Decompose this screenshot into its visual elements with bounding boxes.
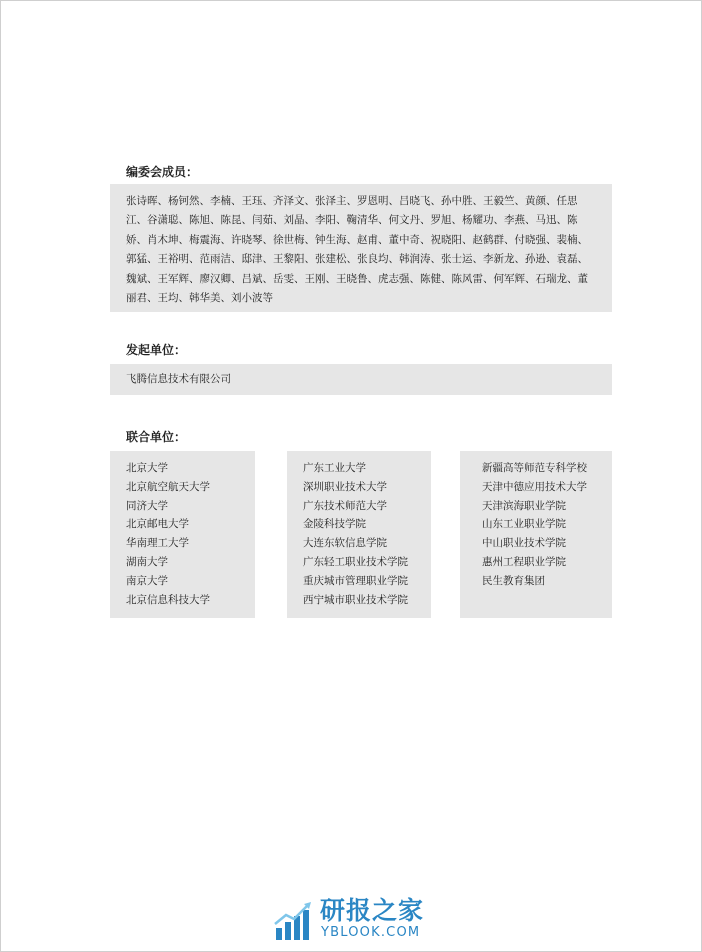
- watermark-name-en: YBLOOK.COM: [321, 925, 421, 940]
- partner-item: 湖南大学: [126, 555, 168, 568]
- watermark-logo: [274, 896, 434, 944]
- bar-chart-growth-icon: [274, 902, 314, 940]
- partner-item: 北京航空航天大学: [126, 480, 210, 493]
- partner-item: 重庆城市管理职业学院: [303, 574, 408, 587]
- partner-item: 天津滨海职业学院: [482, 499, 566, 512]
- partner-item: 西宁城市职业技术学院: [303, 593, 408, 606]
- partner-item: 山东工业职业学院: [482, 518, 566, 531]
- initiator-box: [110, 364, 612, 395]
- members-list: 张诗晖、杨钶然、李楠、王珏、齐泽文、张泽主、罗恩明、吕晓飞、孙中胜、王毅竺、黄颜、任思江、谷潇聪、陈旭、陈昆、闫茹、刘晶、李阳、鞠清华、何文丹、罗旭、杨耀功、李燕、马迅、陈娇、肖木坤、梅震海、许晓琴、徐世梅、钟生海、赵甫、董中奇、祝晓阳、赵鹤群、付晓强、裴楠、郭猛、王裕明、范雨洁、邸津、王黎阳、张建松、张良均、韩润涛、张士运、李新龙、孙逊、袁磊、魏斌、王军辉、廖汉卿、吕斌、岳雯、王刚、王晓鲁、虎志强、陈健、陈风雷、何军辉、石瑞龙、董丽君、王均、韩华美、刘小波等: [126, 195, 588, 305]
- partner-item: 华南理工大学: [126, 537, 189, 550]
- partner-item: 新疆高等师范专科学校: [482, 462, 587, 474]
- partner-item: 大连东软信息学院: [303, 537, 387, 550]
- partner-item: 金陵科技学院: [303, 518, 366, 531]
- partner-item: 同济大学: [126, 499, 168, 512]
- members-box: [110, 184, 612, 312]
- partners-column-3: [460, 451, 612, 618]
- partner-item: 广东轻工职业技术学院: [303, 555, 408, 568]
- partner-item: 广东工业大学: [303, 462, 366, 474]
- partners-section-title: 联合单位：: [126, 430, 187, 444]
- partners-column-2: [287, 451, 431, 618]
- partner-item: 北京大学: [126, 462, 168, 474]
- partner-item: 北京信息科技大学: [126, 593, 210, 606]
- members-section-title: 编委会成员：: [126, 165, 199, 179]
- partner-item: 惠州工程职业学院: [482, 555, 566, 568]
- initiator-section-title: 发起单位：: [126, 343, 187, 357]
- initiator-name: 飞腾信息技术有限公司: [126, 373, 231, 385]
- partner-item: 天津中德应用技术大学: [482, 480, 587, 493]
- partner-item: 民生教育集团: [482, 574, 545, 587]
- partners-column-1: [110, 451, 255, 618]
- partner-item: 中山职业技术学院: [482, 537, 566, 550]
- watermark-name-cn: 研报之家: [320, 896, 425, 925]
- partner-item: 深圳职业技术大学: [303, 480, 387, 493]
- partner-item: 北京邮电大学: [126, 518, 189, 531]
- partner-item: 广东技术师范大学: [303, 499, 387, 512]
- partner-item: 南京大学: [126, 574, 168, 587]
